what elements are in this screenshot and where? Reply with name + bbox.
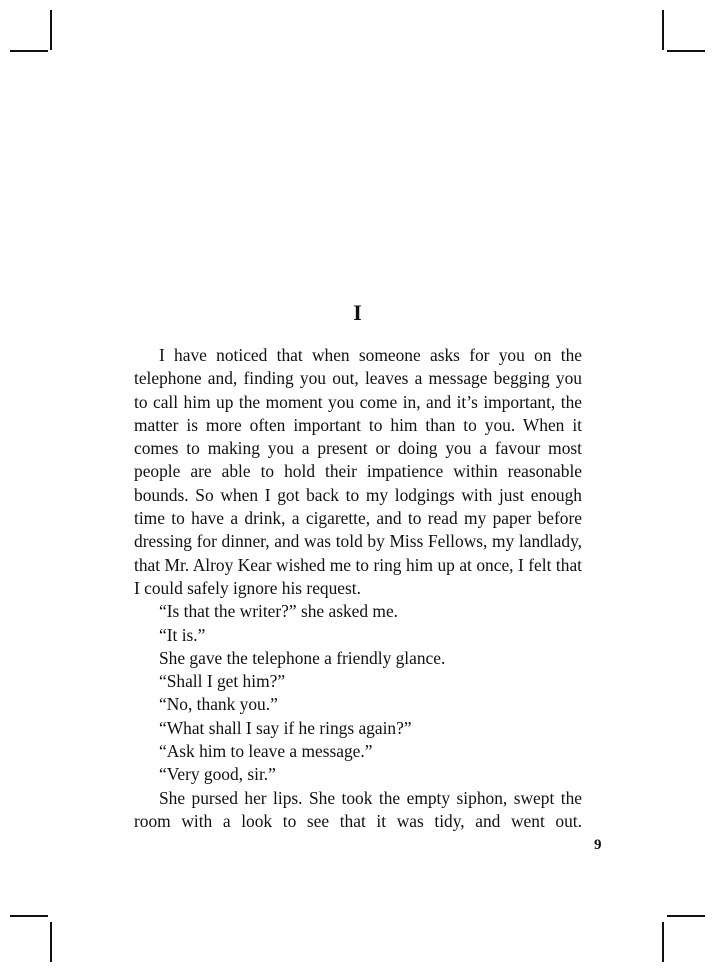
- paragraph: “Is that the writer?” she asked me.: [159, 601, 399, 622]
- paragraph: I have noticed that when someone asks for you on the telephone and, finding you out, leaves a message begging you to call him up the moment you come in, and it’s important, the matter is more often important to him than to you. When it comes to making you a present or doing you a favour most people are able to hold their impatience within reasonable bounds. So when I got back to my lodgings with just enough time to have a drink, a cigarette, and to read my paper before dressing for dinner, and was told by Miss Fellows, my landlady, that Mr. Alroy Kear wished me to ring him up at once, I felt that I could safely ignore his request.: [134, 345, 582, 598]
- crop-mark-bottom-right-horizontal: [667, 915, 705, 917]
- paragraph: “It is.”: [159, 624, 206, 645]
- crop-mark-bottom-right-vertical: [662, 922, 664, 962]
- paragraph: “Ask him to leave a message.”: [159, 741, 373, 762]
- page-number: 9: [594, 837, 602, 853]
- body-text: [134, 344, 582, 833]
- crop-mark-bottom-left-horizontal: [10, 915, 48, 917]
- paragraph: “What shall I say if he rings again?”: [159, 717, 412, 738]
- crop-mark-top-right-horizontal: [667, 50, 705, 52]
- paragraph: She pursed her lips. She took the empty siphon, swept the room with a look to see that it was tidy, and went out.: [134, 787, 582, 831]
- paragraph: “Very good, sir.”: [159, 764, 276, 785]
- paragraph: She gave the telephone a friendly glance.: [159, 647, 446, 668]
- crop-mark-bottom-left-vertical: [50, 922, 52, 962]
- chapter-title: I: [353, 300, 362, 325]
- crop-mark-top-left-vertical: [50, 10, 52, 50]
- crop-mark-top-left-horizontal: [10, 50, 48, 52]
- paragraph: “No, thank you.”: [159, 694, 278, 715]
- paragraph: “Shall I get him?”: [159, 671, 286, 692]
- crop-mark-top-right-vertical: [662, 10, 664, 50]
